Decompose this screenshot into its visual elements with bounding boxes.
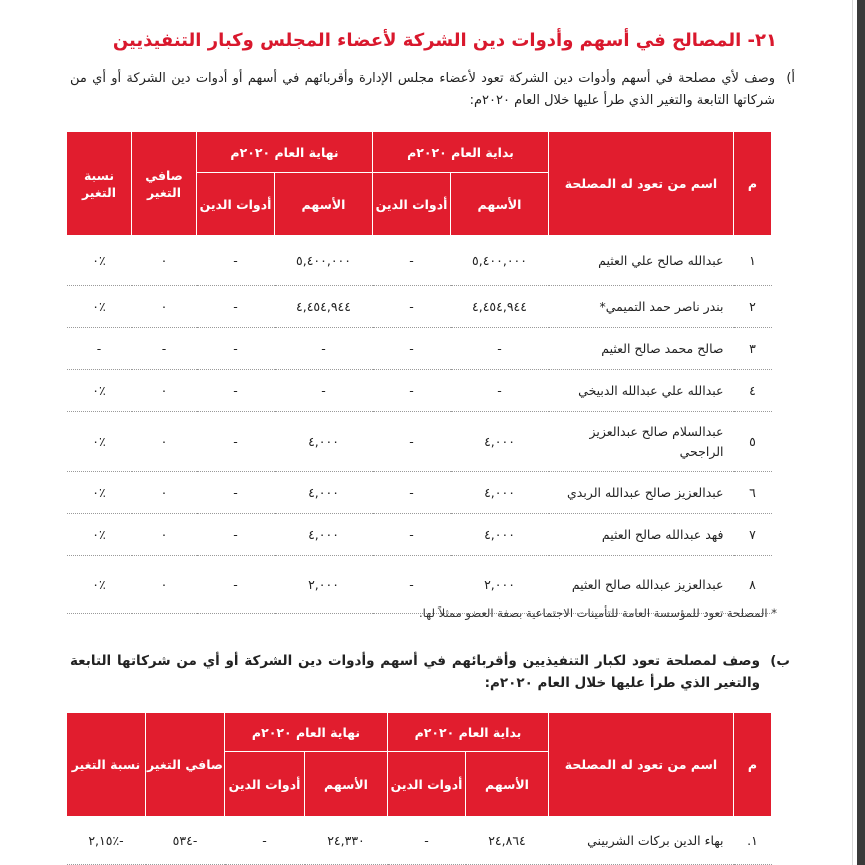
row-start-debt: - [373, 412, 451, 472]
col-name-header: اسم من تعود له المصلحة [549, 713, 734, 817]
row-net: ٠ [132, 472, 197, 514]
row-name: عبدالله صالح علي العثيم [549, 236, 734, 286]
col-end-shares-header: الأسهم [305, 752, 388, 817]
row-start-shares: - [451, 370, 549, 412]
row-start-shares: ٤,٠٠٠ [451, 472, 549, 514]
row-end-shares: ٥,٤٠٠,٠٠٠ [275, 236, 373, 286]
table-row [67, 817, 772, 865]
row-num: ٧ [734, 514, 772, 556]
section-b-text: وصف لمصلحة تعود لكبار التنفيذيين وأقربائهم في أسهم وأدوات دين الشركة أو أي من شركاتها التابعة والتغير الذي طرأ عليها خلال العام ٢٠٢٠م: [70, 653, 760, 691]
row-pct: ٪٠ [67, 286, 132, 328]
row-num: ٤ [734, 370, 772, 412]
row-name: عبدالعزيز عبدالله صالح العثيم [549, 556, 734, 614]
row-pct: -٪٢,١٥ [67, 817, 146, 865]
row-pct: ٪٠ [67, 236, 132, 286]
table-row [67, 472, 772, 514]
row-name: عبدالله علي عبدالله الدبيخي [549, 370, 734, 412]
row-pct: ٪٠ [67, 556, 132, 614]
row-net: ٠ [132, 236, 197, 286]
row-name: عبدالسلام صالح عبدالعزيز الراجحي [549, 412, 734, 472]
row-start-shares: ٤,٤٥٤,٩٤٤ [451, 286, 549, 328]
row-net: ٠ [132, 514, 197, 556]
section-a-paragraph [70, 68, 795, 112]
row-start-debt: - [373, 370, 451, 412]
row-num: ٨ [734, 556, 772, 614]
row-end-debt: - [197, 328, 275, 370]
row-num: ٢ [734, 286, 772, 328]
board-interests-table [66, 131, 772, 614]
row-name: بندر ناصر حمد التميمي* [549, 286, 734, 328]
row-net: ٠ [132, 286, 197, 328]
row-start-debt: - [373, 236, 451, 286]
col-start-shares-header: الأسهم [451, 173, 549, 236]
row-net: ٠ [132, 556, 197, 614]
row-start-debt: - [373, 286, 451, 328]
col-end-header: نهاية العام ٢٠٢٠م [197, 132, 373, 173]
row-num: ١. [734, 817, 772, 865]
col-name-header: اسم من تعود له المصلحة [549, 132, 734, 236]
table-header-row [67, 132, 772, 173]
row-start-shares: ٢,٠٠٠ [451, 556, 549, 614]
table-row [67, 370, 772, 412]
row-start-debt: - [373, 472, 451, 514]
col-num-header: م [734, 713, 772, 817]
row-name: صالح محمد صالح العثيم [549, 328, 734, 370]
section-a-label: أ) [786, 71, 795, 86]
col-pct-header: نسبة التغير [67, 132, 132, 236]
col-end-header: نهاية العام ٢٠٢٠م [225, 713, 388, 752]
row-start-debt: - [388, 817, 466, 865]
row-start-shares: ٤,٠٠٠ [451, 514, 549, 556]
row-pct: ٪٠ [67, 370, 132, 412]
row-num: ٦ [734, 472, 772, 514]
row-end-debt: - [197, 370, 275, 412]
table-row [67, 514, 772, 556]
row-net: -٥٣٤ [146, 817, 225, 865]
section-b-paragraph [70, 650, 790, 694]
col-start-debt-header: أدوات الدين [388, 752, 466, 817]
row-net: ٠ [132, 370, 197, 412]
row-num: ٥ [734, 412, 772, 472]
row-end-shares: - [275, 328, 373, 370]
row-start-shares: ٢٤,٨٦٤ [466, 817, 549, 865]
row-end-shares: ٤,٤٥٤,٩٤٤ [275, 286, 373, 328]
col-start-header: بداية العام ٢٠٢٠م [373, 132, 549, 173]
col-start-debt-header: أدوات الدين [373, 173, 451, 236]
row-num: ١ [734, 236, 772, 286]
col-net-header: صافي التغير [146, 713, 225, 817]
row-end-shares: - [275, 370, 373, 412]
row-end-debt: - [197, 472, 275, 514]
row-name: فهد عبدالله صالح العثيم [549, 514, 734, 556]
row-end-shares: ٤,٠٠٠ [275, 514, 373, 556]
row-end-debt: - [197, 236, 275, 286]
row-pct: ٪٠ [67, 472, 132, 514]
col-end-shares-header: الأسهم [275, 173, 373, 236]
row-end-shares: ٢٤,٣٣٠ [305, 817, 388, 865]
row-end-shares: ٤,٠٠٠ [275, 412, 373, 472]
row-start-shares: - [451, 328, 549, 370]
table-header-row [67, 713, 772, 752]
section-title: ٢١- المصالح في أسهم وأدوات دين الشركة لأعضاء المجلس وكبار التنفيذيين [112, 30, 777, 51]
table-row [67, 412, 772, 472]
row-start-shares: ٤,٠٠٠ [451, 412, 549, 472]
row-end-shares: ٤,٠٠٠ [275, 472, 373, 514]
section-b-label: ب) [770, 653, 790, 669]
row-name: عبدالعزيز صالح عبدالله الربدي [549, 472, 734, 514]
col-start-header: بداية العام ٢٠٢٠م [388, 713, 549, 752]
row-start-shares: ٥,٤٠٠,٠٠٠ [451, 236, 549, 286]
col-net-header: صافي التغير [132, 132, 197, 236]
row-net: ٠ [132, 412, 197, 472]
row-end-debt: - [197, 286, 275, 328]
row-start-debt: - [373, 514, 451, 556]
row-name: بهاء الدين بركات الشربيني [549, 817, 734, 865]
col-end-debt-header: أدوات الدين [225, 752, 305, 817]
row-start-debt: - [373, 328, 451, 370]
row-end-debt: - [225, 817, 305, 865]
row-pct: - [67, 328, 132, 370]
footnote: * المصلحة تعود للمؤسسة العامة للتأمينات الاجتماعية بصفة العضو ممثلاً لها. [419, 606, 777, 620]
row-start-debt: - [373, 556, 451, 614]
page-edge-line [852, 0, 853, 865]
table-row [67, 286, 772, 328]
page-edge-bar [857, 0, 865, 865]
executives-interests-table [66, 712, 772, 865]
table-row [67, 328, 772, 370]
table-row [67, 556, 772, 614]
row-pct: ٪٠ [67, 514, 132, 556]
row-end-debt: - [197, 556, 275, 614]
col-num-header: م [734, 132, 772, 236]
col-end-debt-header: أدوات الدين [197, 173, 275, 236]
row-pct: ٪٠ [67, 412, 132, 472]
row-end-debt: - [197, 514, 275, 556]
row-end-debt: - [197, 412, 275, 472]
section-a-text: وصف لأي مصلحة في أسهم وأدوات دين الشركة تعود لأعضاء مجلس الإدارة وأقربائهم في أسهم أو أدوات دين الشركة أو أي من شركاتها التابعة والتغير الذي طرأ عليها خلال العام ٢٠٢٠م: [70, 71, 775, 108]
col-start-shares-header: الأسهم [466, 752, 549, 817]
row-num: ٣ [734, 328, 772, 370]
row-net: - [132, 328, 197, 370]
row-end-shares: ٢,٠٠٠ [275, 556, 373, 614]
table-row [67, 236, 772, 286]
col-pct-header: نسبة التغير [67, 713, 146, 817]
